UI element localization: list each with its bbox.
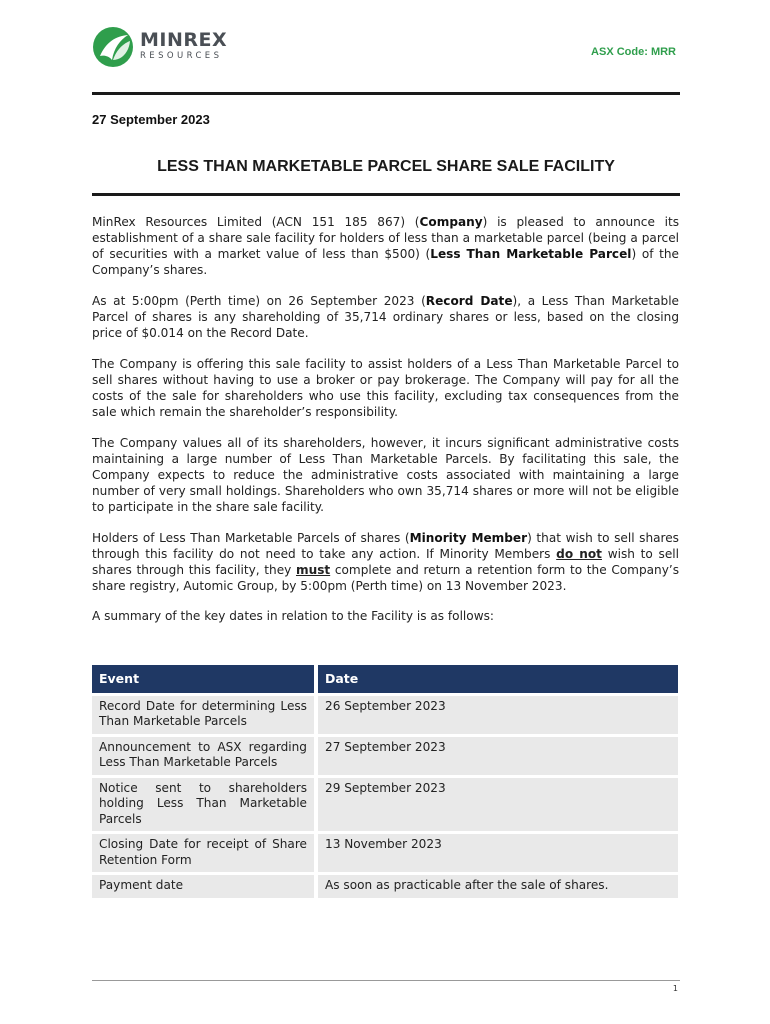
date-cell: As soon as practicable after the sale of shares. — [314, 875, 678, 898]
date-cell: 13 November 2023 — [314, 834, 678, 872]
announcement-body — [92, 214, 679, 639]
asx-code: ASX Code: MRR — [591, 46, 676, 58]
paragraph-facility-offer: The Company is offering this sale facility to assist holders of a Less Than Marketable Parcel to sell shares without having to use a broker or pay brokerage. The Company will pay for all the costs of the sale for shareholders who use this facility, excluding tax consequences from the sale which remain the shareholder’s responsibility. — [92, 356, 679, 419]
header-divider — [92, 92, 680, 95]
table-row — [92, 834, 678, 872]
page-number: 1 — [672, 984, 678, 993]
paragraph-minority-member: Holders of Less Than Marketable Parcels of shares (Minority Member) that wish to sell shares through this facility do not need to take any action. If Minority Members do not wish to sell shares through this facility, they must complete and return a retention form to the Company’s share registry, Automic Group, by 5:00pm (Perth time) on 13 November 2023. — [92, 530, 679, 593]
announcement-date: 27 September 2023 — [92, 112, 210, 127]
footer-divider — [92, 980, 680, 981]
event-cell: Payment date — [92, 875, 314, 898]
event-cell: Closing Date for receipt of Share Retention Form — [92, 834, 314, 872]
table-row — [92, 875, 678, 898]
logo-wordmark — [140, 30, 227, 62]
paragraph-summary-intro: A summary of the key dates in relation to the Facility is as follows: — [92, 609, 494, 624]
date-cell: 29 September 2023 — [314, 778, 678, 832]
logo-subtitle: RESOURCES — [140, 51, 223, 61]
key-dates-table — [92, 662, 678, 901]
column-header-date: Date — [314, 665, 678, 693]
event-cell: Announcement to ASX regarding Less Than Marketable Parcels — [92, 737, 314, 775]
minrex-logo-icon — [92, 26, 134, 68]
logo-name: MINREX — [140, 29, 228, 51]
paragraph-company: MinRex Resources Limited (ACN 151 185 867) (Company) is pleased to announce its establishment of a share sale facility for holders of less than a marketable parcel (being a parcel of securities with a market value of less than $500) (Less Than Marketable Parcel) of the Company’s shares. — [92, 215, 679, 278]
date-cell: 26 September 2023 — [314, 696, 678, 734]
paragraph-record-date: As at 5:00pm (Perth time) on 26 September 2023 (Record Date), a Less Than Marketable Parcel of shares is any shareholding of 35,714 ordinary shares or less, based on the closing price of $0.014 on the Record Date. — [92, 293, 679, 341]
page-header — [92, 24, 680, 70]
title-divider — [92, 193, 680, 196]
table-row — [92, 737, 678, 775]
paragraph-costs: The Company values all of its shareholders, however, it incurs significant administrative costs maintaining a large number of Less Than Marketable Parcels. By facilitating this sale, the Company expects to reduce the administrative costs associated with maintaining a large number of very small holdings. Shareholders who own 35,714 shares or more will not be eligible to participate in the share sale facility. — [92, 435, 679, 514]
page-title: LESS THAN MARKETABLE PARCEL SHARE SALE FACILITY — [157, 158, 615, 175]
event-cell: Notice sent to shareholders holding Less Than Marketable Parcels — [92, 778, 314, 832]
event-cell: Record Date for determining Less Than Marketable Parcels — [92, 696, 314, 734]
table-header-row — [92, 665, 678, 693]
table-row — [92, 778, 678, 832]
table-row — [92, 696, 678, 734]
column-header-event: Event — [92, 665, 314, 693]
date-cell: 27 September 2023 — [314, 737, 678, 775]
